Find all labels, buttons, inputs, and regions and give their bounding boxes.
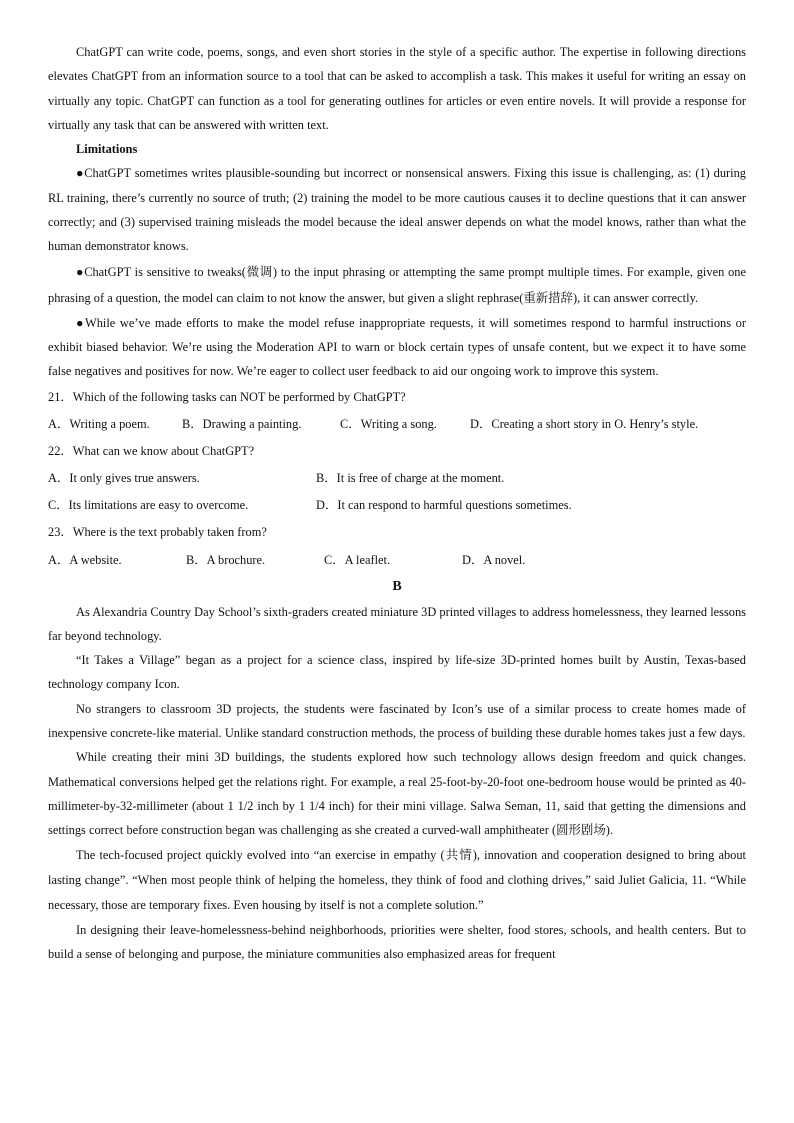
passage-b-paragraph-2: “It Takes a Village” began as a project for a science class, inspired by life-size 3D-printed homes built by Austin, Texas-based technology company Icon. [48,653,746,692]
passage-b-paragraph-3: No strangers to classroom 3D projects, the students were fascinated by Icon’s use of a similar process to create homes made of inexpensive concrete-like material. Unlike standard construction methods, the process of building these durable homes takes just a few days. [48,701,746,741]
question-23-option-a: A．A website. [48,552,122,567]
question-21-option-a: A．Writing a poem. [48,416,150,431]
question-21-option-d: D．Creating a short story in O. Henry’s style. [470,416,699,431]
section-b-label: B [392,578,402,594]
limitation-bullet-3: ●While we’ve made efforts to make the model refuse inappropriate requests, it will sometimes respond to harmful instructions or exhibit biased behavior. We’re using the Moderation API to warn or block certain types of unsafe content, but we expect it to have some false negatives and positives for now. We’re eager to collect user feedback to aid our ongoing work to improve this system. [48,315,746,379]
passage-b-paragraph-4: While creating their mini 3D buildings, the students explored how such technology allows design freedom and quick changes. Mathematical conversions helped get the relations right. For example, a real 25-foot-by-20-foot one-bedroom house would be printed as 40-millimeter-by-32-millimeter (about 1 1/2 inch by 1 1/4 inch) for their mini village. Salwa Seman, 11, said that getting the dimensions and settings correct before construction began was challenging as she created a curved-wall amphitheater (圆形剧场). [48,750,746,838]
passage-b-paragraph-6: In designing their leave-homelessness-behind neighborhoods, priorities were shelter, food stores, schools, and health centers. But to build a sense of belonging and purpose, the miniature communities also emphasized areas for frequent [48,922,746,961]
question-23-option-c: C．A leaflet. [324,552,391,567]
question-23-option-d: D．A novel. [462,552,526,567]
question-22-option-c: C．Its limitations are easy to overcome. [48,497,249,512]
limitation-bullet-1: ●ChatGPT sometimes writes plausible-sounding but incorrect or nonsensical answers. Fixing this issue is challenging, as: (1) during RL training, there’s currently no source of truth; (2) training the model to be more cautious causes it to decline questions that it can answer correctly; and (3) supervised training misleads the model because the ideal answer depends on what the model knows, rather than what the human demonstrator knows. [48,166,746,254]
limitation-bullet-2: ●ChatGPT is sensitive to tweaks(微调) to the input phrasing or attempting the same prompt multiple times. For example, given one phrasing of a question, the model can claim to not know the answer, but given a slight rephrase(重新措辞), it can answer correctly. [48,264,746,305]
section-heading-limitations: Limitations [76,142,138,157]
question-21-option-c: C．Writing a song. [340,416,437,431]
page-content [48,40,746,966]
question-23-stem: 23．Where is the text probably taken from? [48,524,267,539]
question-23-option-b: B．A brochure. [186,552,266,567]
question-21-stem: 21．Which of the following tasks can NOT be performed by ChatGPT? [48,389,406,404]
question-22-option-a: A．It only gives true answers. [48,470,200,485]
question-23-options [48,546,746,574]
passage-b-paragraph-1: As Alexandria Country Day School’s sixth-graders created miniature 3D printed villages to address homelessness, they learned lessons far beyond technology. [48,604,746,643]
passage-a-paragraph-1: ChatGPT can write code, poems, songs, and even short stories in the style of a specific author. The expertise in following directions elevates ChatGPT from an information source to a tool that can be asked to accomplish a task. This makes it useful for writing an essay on virtually any topic. ChatGPT can function as a tool for generating outlines for articles or even entire novels. It will provide a response for virtually any task that can be answered with written text. [48,45,746,132]
question-21-option-b: B．Drawing a painting. [182,416,302,431]
passage-b-paragraph-5: The tech-focused project quickly evolved into “an exercise in empathy (共情), innovation and cooperation designed to bring about lasting change”. “When most people think of helping the homeless, they think of food and clothing drives,” said Juliet Galicia, 11. “While necessary, those are temporary fixes. Even housing by itself is not a complete solution.” [48,847,746,912]
question-22-stem: 22．What can we know about ChatGPT? [48,443,255,458]
question-22-options-row-1 [48,465,746,492]
question-22-option-d: D．It can respond to harmful questions sometimes. [316,497,572,512]
question-21-options [48,410,746,438]
question-22-options-row-2 [48,492,746,519]
question-22-option-b: B．It is free of charge at the moment. [316,470,505,485]
